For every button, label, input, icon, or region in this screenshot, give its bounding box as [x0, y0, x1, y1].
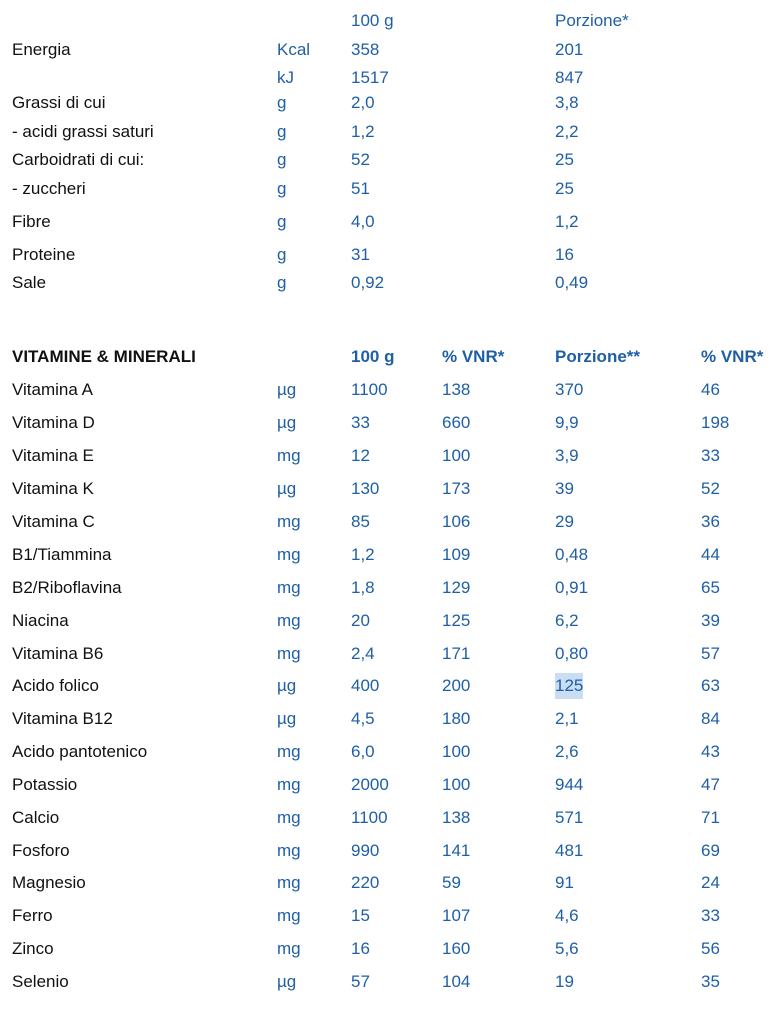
nutrient-per100: 0,92 — [351, 273, 385, 292]
vitamin-per100: 16 — [351, 939, 370, 958]
vitamin-unit: µg — [277, 676, 297, 695]
vitamin-unit: mg — [277, 775, 301, 794]
vitamin-portion: 571 — [555, 808, 584, 827]
vitamin-vnr-portion: 35 — [701, 972, 720, 991]
vitamin-vnr: 138 — [442, 808, 471, 827]
vitamin-per100: 1,8 — [351, 578, 375, 597]
vitamin-label: B2/Riboflavina — [12, 578, 122, 597]
vitamin-vnr: 107 — [442, 906, 471, 925]
vitamin-vnr-portion: 65 — [701, 578, 720, 597]
nutrient-label: Carboidrati di cui: — [12, 150, 145, 169]
vitamin-vnr-portion: 47 — [701, 775, 720, 794]
nutrient-unit: kJ — [277, 68, 294, 87]
nutrition-row — [0, 270, 779, 296]
vitamin-vnr: 171 — [442, 644, 471, 663]
vitamin-vnr-portion: 33 — [701, 446, 720, 465]
vitamin-vnr-portion: 56 — [701, 939, 720, 958]
vitamin-vnr: 180 — [442, 709, 471, 728]
nutrient-unit: g — [277, 179, 287, 198]
vitamin-label: Vitamina K — [12, 479, 94, 498]
vitamin-unit: µg — [277, 709, 297, 728]
nutrient-per100: 52 — [351, 150, 370, 169]
vitamin-portion: 39 — [555, 479, 574, 498]
vitamin-per100: 130 — [351, 479, 380, 498]
nutrient-per100: 358 — [351, 40, 380, 59]
nutrition-row — [0, 90, 779, 116]
vitamins-col-100g: 100 g — [351, 347, 395, 366]
nutrient-unit: g — [277, 122, 287, 141]
vitamin-row — [0, 936, 779, 962]
vitamin-per100: 33 — [351, 413, 370, 432]
nutrient-per100: 1517 — [351, 68, 389, 87]
vitamin-unit: mg — [277, 939, 301, 958]
vitamin-portion: 5,6 — [555, 939, 579, 958]
vitamin-unit: mg — [277, 545, 301, 564]
vitamin-portion: 0,91 — [555, 578, 589, 597]
nutrition-row — [0, 176, 779, 202]
vitamin-portion: 0,80 — [555, 644, 589, 663]
vitamin-unit: mg — [277, 512, 301, 531]
nutrient-portion: 16 — [555, 245, 574, 264]
vitamin-row — [0, 772, 779, 798]
vitamin-portion: 19 — [555, 972, 574, 991]
vitamin-portion: 9,9 — [555, 413, 579, 432]
vitamin-label: Fosforo — [12, 841, 70, 860]
vitamin-portion: 91 — [555, 873, 574, 892]
vitamin-vnr: 100 — [442, 742, 471, 761]
vitamin-row — [0, 410, 779, 436]
vitamin-portion: 0,48 — [555, 545, 589, 564]
nutrient-unit: Kcal — [277, 40, 311, 59]
vitamin-vnr-portion: 36 — [701, 512, 720, 531]
nutrient-label: Fibre — [12, 212, 51, 231]
vitamin-per100: 6,0 — [351, 742, 375, 761]
vitamin-label: Vitamina E — [12, 446, 94, 465]
vitamin-unit: mg — [277, 873, 301, 892]
vitamin-unit: mg — [277, 644, 301, 663]
vitamin-vnr-portion: 52 — [701, 479, 720, 498]
vitamin-vnr-portion: 198 — [701, 413, 730, 432]
vitamin-per100: 20 — [351, 611, 370, 630]
nutrient-unit: g — [277, 245, 287, 264]
vitamin-unit: mg — [277, 906, 301, 925]
vitamin-vnr: 106 — [442, 512, 471, 531]
nutrient-per100: 31 — [351, 245, 370, 264]
vitamin-per100: 400 — [351, 676, 380, 695]
vitamin-portion: 370 — [555, 380, 584, 399]
vitamin-portion: 3,9 — [555, 446, 579, 465]
vitamins-col-portion: Porzione** — [555, 347, 641, 366]
vitamin-vnr-portion: 44 — [701, 545, 720, 564]
vitamin-portion: 6,2 — [555, 611, 579, 630]
nutrition-row — [0, 65, 779, 91]
nutrient-portion: 847 — [555, 68, 584, 87]
nutrient-label: - zuccheri — [12, 179, 86, 198]
vitamin-portion: 2,1 — [555, 709, 579, 728]
nutrient-label: Sale — [12, 273, 47, 292]
vitamin-label: Vitamina D — [12, 413, 95, 432]
vitamin-unit: µg — [277, 972, 297, 991]
vitamin-vnr-portion: 69 — [701, 841, 720, 860]
nutrient-per100: 1,2 — [351, 122, 375, 141]
nutrient-label: - acidi grassi saturi — [12, 122, 154, 141]
vitamin-per100: 85 — [351, 512, 370, 531]
vitamin-per100: 2000 — [351, 775, 389, 794]
vitamin-row — [0, 805, 779, 831]
vitamin-unit: µg — [277, 413, 297, 432]
nutrition-row — [0, 209, 779, 235]
nutrition-col-100g: 100 g — [351, 11, 394, 30]
vitamin-portion: 2,6 — [555, 742, 579, 761]
vitamin-row — [0, 706, 779, 732]
nutrient-label: Proteine — [12, 245, 76, 264]
nutrient-portion: 25 — [555, 179, 574, 198]
nutrient-label: Grassi di cui — [12, 93, 106, 112]
vitamin-row — [0, 673, 779, 699]
vitamin-label: Zinco — [12, 939, 54, 958]
vitamin-vnr: 104 — [442, 972, 471, 991]
vitamin-per100: 1100 — [351, 808, 388, 827]
vitamins-title: VITAMINE & MINERALI — [12, 347, 196, 366]
vitamin-vnr-portion: 63 — [701, 676, 720, 695]
vitamin-unit: mg — [277, 611, 301, 630]
vitamin-label: Acido pantotenico — [12, 742, 148, 761]
vitamin-per100: 1100 — [351, 380, 388, 399]
vitamin-per100: 57 — [351, 972, 370, 991]
vitamin-row — [0, 542, 779, 568]
vitamin-row — [0, 509, 779, 535]
nutrient-per100: 2,0 — [351, 93, 375, 112]
vitamin-label: Selenio — [12, 972, 69, 991]
vitamin-per100: 15 — [351, 906, 370, 925]
vitamin-vnr-portion: 46 — [701, 380, 720, 399]
vitamin-vnr-portion: 84 — [701, 709, 720, 728]
nutrition-col-portion: Porzione* — [555, 11, 629, 30]
vitamin-portion: 481 — [555, 841, 584, 860]
nutrient-portion: 1,2 — [555, 212, 579, 231]
vitamin-row — [0, 838, 779, 864]
nutrient-portion: 25 — [555, 150, 574, 169]
vitamin-vnr: 129 — [442, 578, 471, 597]
vitamin-vnr-portion: 57 — [701, 644, 720, 663]
nutrition-row — [0, 147, 779, 173]
vitamin-unit: mg — [277, 742, 301, 761]
vitamin-row — [0, 641, 779, 667]
vitamin-row — [0, 608, 779, 634]
vitamin-unit: mg — [277, 808, 301, 827]
vitamin-unit: mg — [277, 578, 301, 597]
vitamin-unit: mg — [277, 446, 301, 465]
vitamin-row — [0, 575, 779, 601]
vitamin-label: Vitamina C — [12, 512, 95, 531]
vitamin-unit: µg — [277, 380, 297, 399]
nutrient-unit: g — [277, 273, 287, 292]
vitamin-vnr-portion: 71 — [701, 808, 720, 827]
vitamin-unit: µg — [277, 479, 297, 498]
vitamin-label: Niacina — [12, 611, 69, 630]
vitamin-vnr: 660 — [442, 413, 471, 432]
vitamin-label: Vitamina B12 — [12, 709, 113, 728]
vitamin-per100: 1,2 — [351, 545, 375, 564]
vitamin-vnr-portion: 24 — [701, 873, 720, 892]
vitamin-label: Ferro — [12, 906, 53, 925]
vitamin-label: Potassio — [12, 775, 78, 794]
vitamin-label: Vitamina B6 — [12, 644, 104, 663]
vitamin-row — [0, 476, 779, 502]
vitamin-row — [0, 969, 779, 995]
vitamins-col-vnr: % VNR* — [442, 347, 505, 366]
nutrition-row — [0, 37, 779, 63]
vitamin-vnr: 173 — [442, 479, 471, 498]
nutrient-portion: 3,8 — [555, 93, 579, 112]
vitamin-vnr: 59 — [442, 873, 461, 892]
vitamins-col-vnr-portion: % VNR* — [701, 347, 764, 366]
vitamin-portion: 29 — [555, 512, 574, 531]
vitamin-label: Vitamina A — [12, 380, 93, 399]
vitamin-label: Calcio — [12, 808, 60, 827]
vitamin-row — [0, 739, 779, 765]
vitamin-row — [0, 377, 779, 403]
vitamin-vnr: 125 — [442, 611, 471, 630]
vitamin-label: Magnesio — [12, 873, 86, 892]
nutrient-portion: 0,49 — [555, 273, 589, 292]
vitamin-per100: 2,4 — [351, 644, 375, 663]
nutrient-unit: g — [277, 212, 287, 231]
vitamin-row — [0, 903, 779, 929]
vitamin-per100: 12 — [351, 446, 370, 465]
nutrient-per100: 4,0 — [351, 212, 375, 231]
nutrient-unit: g — [277, 93, 287, 112]
nutrition-row — [0, 242, 779, 268]
vitamin-vnr: 100 — [442, 446, 471, 465]
vitamin-vnr: 138 — [442, 380, 471, 399]
vitamin-row — [0, 870, 779, 896]
vitamin-vnr: 141 — [442, 841, 471, 860]
vitamin-per100: 4,5 — [351, 709, 375, 728]
vitamin-row — [0, 443, 779, 469]
vitamin-unit: mg — [277, 841, 301, 860]
vitamin-per100: 220 — [351, 873, 380, 892]
vitamin-vnr-portion: 43 — [701, 742, 720, 761]
vitamin-vnr: 109 — [442, 545, 471, 564]
vitamin-vnr: 160 — [442, 939, 471, 958]
vitamin-portion: 4,6 — [555, 906, 579, 925]
vitamin-vnr-portion: 39 — [701, 611, 720, 630]
nutrient-unit: g — [277, 150, 287, 169]
nutrition-row — [0, 119, 779, 145]
nutrient-per100: 51 — [351, 179, 370, 198]
vitamin-portion-selected-text[interactable]: 125 — [555, 673, 583, 699]
nutrition-header-row — [0, 8, 779, 34]
vitamins-header-row — [0, 344, 779, 370]
vitamin-label: B1/Tiammina — [12, 545, 112, 564]
nutrient-portion: 201 — [555, 40, 584, 59]
vitamin-vnr: 100 — [442, 775, 471, 794]
vitamin-per100: 990 — [351, 841, 380, 860]
nutrient-portion: 2,2 — [555, 122, 579, 141]
vitamin-vnr: 200 — [442, 676, 471, 695]
vitamin-label: Acido folico — [12, 676, 99, 695]
nutrient-label: Energia — [12, 40, 71, 59]
vitamin-vnr-portion: 33 — [701, 906, 720, 925]
vitamin-portion: 944 — [555, 775, 584, 794]
